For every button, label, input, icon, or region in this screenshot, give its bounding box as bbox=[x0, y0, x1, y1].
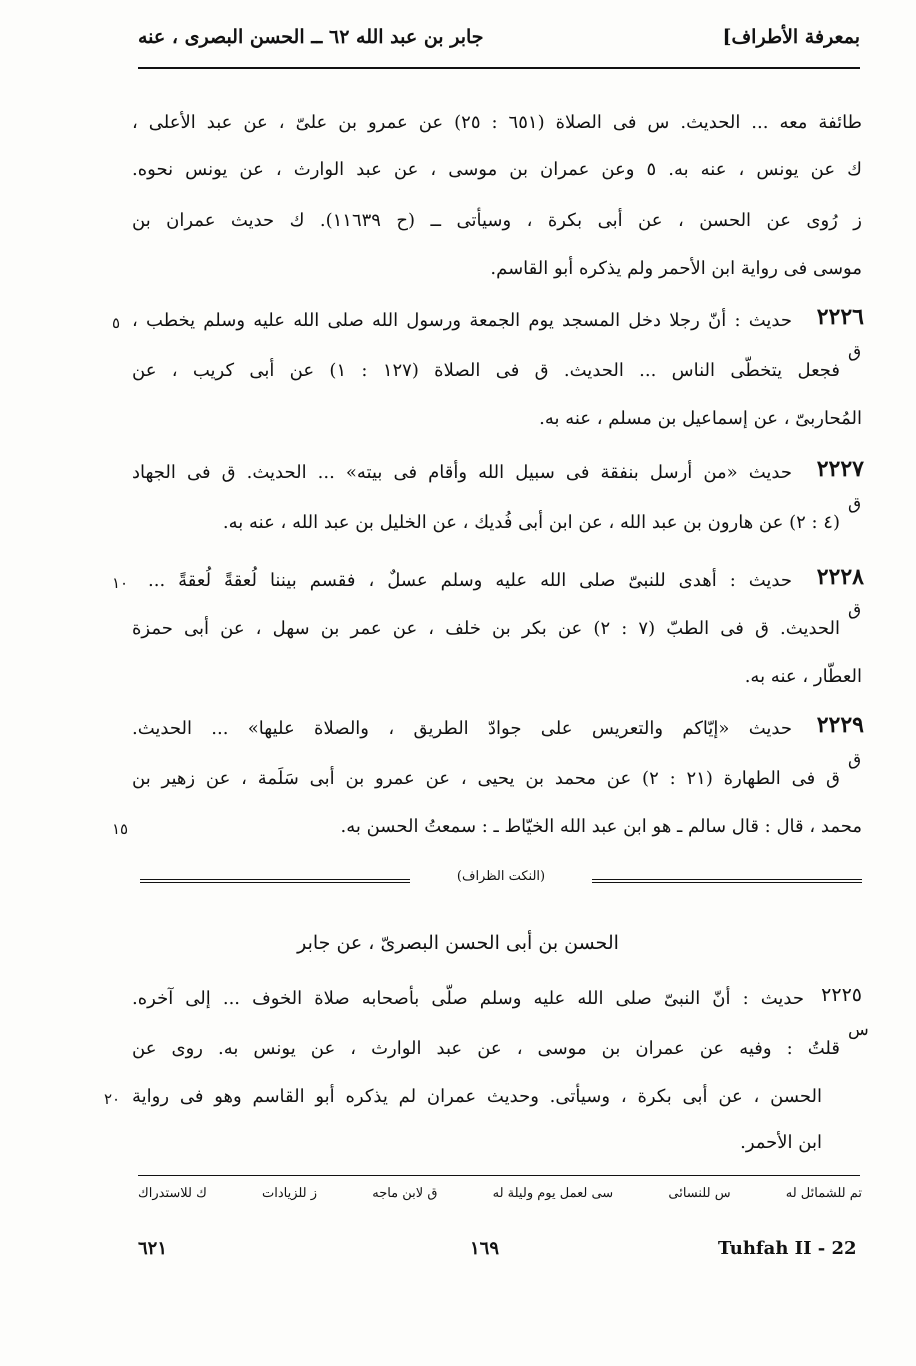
siglum-key-item: س للنسائى bbox=[668, 1186, 731, 1201]
nukat-line: ابن الأحمر. bbox=[740, 1132, 822, 1153]
volume-signature: Tuhfah II - 22 bbox=[718, 1238, 857, 1259]
section-divider bbox=[140, 869, 862, 891]
entry-line: حديث «من أرسل بنفقة فى سبيل الله وأقام فى بيته» ... الحديث. ق فى الجهاد bbox=[132, 462, 792, 483]
intro-line: ز رُوى عن الحسن ، عن أبى بكرة ، وسيأتى ــ (ح ١١٦٣٩). ك حديث عمران بن bbox=[132, 210, 862, 231]
header-rule bbox=[138, 67, 860, 69]
entry-line: حديث : أنّ رجلا دخل المسجد يوم الجمعة ورسول الله صلى الله عليه وسلم يخطب ، bbox=[132, 310, 792, 331]
running-title-right: بمعرفة الأطراف] bbox=[722, 26, 860, 48]
margin-line-number: ١٠ bbox=[112, 574, 129, 592]
siglum-key-item: ز للزيادات bbox=[261, 1186, 318, 1201]
running-header bbox=[138, 22, 860, 62]
siglum-letter: ق bbox=[848, 494, 862, 514]
siglum-key bbox=[138, 1186, 862, 1201]
hadith-number: ٢٢٢٩ bbox=[816, 712, 864, 738]
siglum-key-item: ك للاستدراك bbox=[138, 1186, 207, 1201]
hadith-number: ٢٢٢٨ bbox=[816, 564, 864, 590]
siglum-letter: ق bbox=[848, 342, 862, 362]
nukat-line: حديث : أنّ النبىّ صلى الله عليه وسلم صلّى بأصحابه صلاة الخوف ... إلى آخره. bbox=[132, 988, 804, 1009]
margin-line-number: ٥ bbox=[112, 314, 121, 332]
entry-line: الحديث. ق فى الطبّ (٧ : ٢) عن بكر بن خلف ، عن عمر بن سهل ، عن أبى حمزة bbox=[132, 618, 841, 639]
nukat-line: الحسن ، عن أبى بكرة ، وسيأتى. وحديث عمران لم يذكره أبو القاسم وهو فى رواية bbox=[132, 1086, 822, 1107]
nukat-line: قلتُ : وفيه عن عمران بن موسى ، عن عبد الوارث ، عن يونس به. روى عن bbox=[132, 1038, 840, 1059]
intro-line: موسى فى رواية ابن الأحمر ولم يذكره أبو القاسم. bbox=[490, 258, 862, 279]
hadith-number: ٢٢٢٥ bbox=[821, 984, 862, 1006]
intro-line: ك عن يونس ، عنه به. ٥ وعن عمران بن موسى ، عن عبد الوارث ، عن يونس نحوه. bbox=[132, 159, 862, 180]
divider-label: (النكت الظراف) bbox=[451, 869, 551, 884]
margin-line-number: ١٥ bbox=[112, 820, 129, 838]
intro-line: طائفة معه ... الحديث. س فى الصلاة (٦٥١ : ٢٥) عن عمرو بن علىّ ، عن عبد الأعلى ، bbox=[132, 112, 862, 133]
siglum-letter: ق bbox=[848, 750, 862, 770]
entry-line: (٤ : ٢) عن هارون بن عبد الله ، عن ابن أبى فُديك ، عن الخليل بن عبد الله ، عنه به. bbox=[222, 512, 840, 533]
siglum-key-item: سى لعمل يوم وليلة له bbox=[492, 1186, 614, 1201]
entry-line: المُحاربىّ ، عن إسماعيل بن مسلم ، عنه به. bbox=[539, 408, 862, 429]
nukat-subheading: الحسن بن أبى الحسن البصرىّ ، عن جابر bbox=[297, 932, 619, 954]
siglum-letter: س bbox=[848, 1020, 869, 1040]
margin-line-number: ٢٠ bbox=[104, 1090, 121, 1108]
entry-line: حديث «إيّاكم والتعريس على جوادّ الطريق ، والصلاة عليها» ... الحديث. bbox=[132, 718, 792, 739]
original-page-number: ٦٢١ bbox=[138, 1238, 168, 1259]
siglum-key-item: ق لابن ماجه bbox=[372, 1186, 438, 1201]
entry-line: محمد ، قال : قال سالم ـ هو ابن عبد الله الخيّاط ـ : سمعتُ الحسن به. bbox=[340, 816, 862, 837]
siglum-letter: ق bbox=[848, 600, 862, 620]
entry-line: ق فى الطهارة (٢١ : ٢) عن محمد بن يحيى ، عن عمرو بن أبى سَلَمة ، عن زهير بن bbox=[132, 768, 840, 789]
hadith-number: ٢٢٢٦ bbox=[816, 304, 864, 330]
footer-rule bbox=[138, 1175, 860, 1176]
siglum-key-item: تم للشمائل له bbox=[785, 1186, 862, 1201]
page-number: ١٦٩ bbox=[470, 1238, 500, 1259]
running-title-left: جابر بن عبد الله ٦٢ ــ الحسن البصرى ، عنه bbox=[138, 26, 484, 48]
hadith-number: ٢٢٢٧ bbox=[816, 456, 864, 482]
entry-line: العطّار ، عنه به. bbox=[744, 666, 862, 687]
divider-rule-right bbox=[592, 879, 862, 883]
entry-line: فجعل يتخطّى الناس ... الحديث. ق فى الصلاة (١٢٧ : ١) عن أبى كريب ، عن bbox=[132, 360, 840, 381]
entry-line: حديث : أهدى للنبىّ صلى الله عليه وسلم عسلٌ ، فقسم بيننا لُعقةً لُعقةً ... bbox=[148, 570, 792, 591]
divider-rule-left bbox=[140, 879, 410, 883]
